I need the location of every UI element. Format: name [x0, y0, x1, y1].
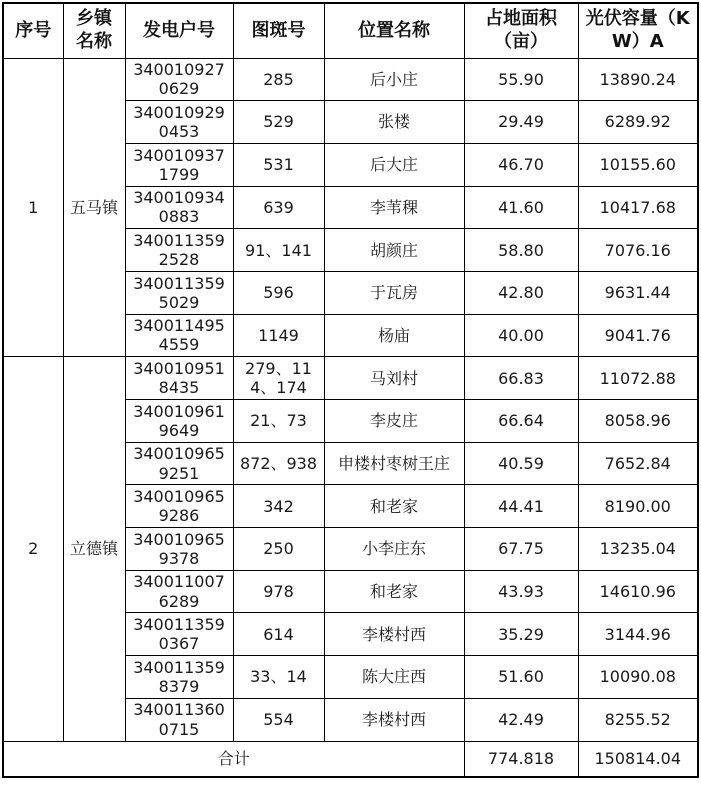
account-cell: 3400109659378: [125, 528, 233, 571]
plot-cell: 279、114、174: [233, 357, 324, 400]
plot-cell: 531: [233, 143, 324, 186]
location-cell: 于瓦房: [324, 271, 464, 314]
capacity-cell: 14610.96: [578, 570, 698, 613]
capacity-cell: 10155.60: [578, 143, 698, 186]
plot-cell: 1149: [233, 314, 324, 357]
account-cell: 3400109659286: [125, 485, 233, 528]
solar-capacity-table: [2, 2, 699, 778]
col-header-account: 发电户号: [125, 3, 233, 58]
capacity-cell: 9631.44: [578, 271, 698, 314]
plot-cell: 91、141: [233, 229, 324, 272]
area-cell: 40.59: [464, 442, 578, 485]
capacity-cell: 10090.08: [578, 656, 698, 699]
capacity-cell: 7652.84: [578, 442, 698, 485]
col-header-location: 位置名称: [324, 3, 464, 58]
location-cell: 和老家: [324, 485, 464, 528]
serial-cell: 1: [3, 58, 63, 357]
account-cell: 3400110076289: [125, 570, 233, 613]
capacity-cell: 8255.52: [578, 698, 698, 741]
area-cell: 42.80: [464, 271, 578, 314]
location-cell: 后大庄: [324, 143, 464, 186]
total-label: 合计: [3, 741, 464, 777]
account-cell: 3400109340883: [125, 186, 233, 229]
area-cell: 58.80: [464, 229, 578, 272]
area-cell: 43.93: [464, 570, 578, 613]
capacity-cell: 11072.88: [578, 357, 698, 400]
capacity-cell: 3144.96: [578, 613, 698, 656]
col-header-serial: 序号: [3, 3, 63, 58]
table-row: [3, 58, 698, 101]
col-header-capacity: 光伏容量（KW）A: [578, 3, 698, 58]
col-header-area: 占地面积（亩）: [464, 3, 578, 58]
area-cell: 66.83: [464, 357, 578, 400]
location-cell: 李皮庄: [324, 400, 464, 443]
location-cell: 和老家: [324, 570, 464, 613]
plot-cell: 21、73: [233, 400, 324, 443]
plot-cell: 872、938: [233, 442, 324, 485]
area-cell: 66.64: [464, 400, 578, 443]
plot-cell: 250: [233, 528, 324, 571]
capacity-cell: 13235.04: [578, 528, 698, 571]
area-cell: 29.49: [464, 101, 578, 144]
capacity-cell: 8058.96: [578, 400, 698, 443]
capacity-cell: 10417.68: [578, 186, 698, 229]
location-cell: 胡颜庄: [324, 229, 464, 272]
area-cell: 51.60: [464, 656, 578, 699]
total-area-cell: 774.818: [464, 741, 578, 777]
area-cell: 35.29: [464, 613, 578, 656]
account-cell: 3400109518435: [125, 357, 233, 400]
area-cell: 41.60: [464, 186, 578, 229]
location-cell: 李楼村西: [324, 613, 464, 656]
plot-cell: 342: [233, 485, 324, 528]
col-header-township: 乡镇名称: [63, 3, 125, 58]
account-cell: 3400113598379: [125, 656, 233, 699]
account-cell: 3400113595029: [125, 271, 233, 314]
location-cell: 后小庄: [324, 58, 464, 101]
total-capacity-cell: 150814.04: [578, 741, 698, 777]
plot-cell: 554: [233, 698, 324, 741]
area-cell: 55.90: [464, 58, 578, 101]
account-cell: 3400114954559: [125, 314, 233, 357]
area-cell: 44.41: [464, 485, 578, 528]
location-cell: 杨庙: [324, 314, 464, 357]
capacity-cell: 8190.00: [578, 485, 698, 528]
area-cell: 46.70: [464, 143, 578, 186]
plot-cell: 978: [233, 570, 324, 613]
capacity-cell: 6289.92: [578, 101, 698, 144]
plot-cell: 596: [233, 271, 324, 314]
plot-cell: 639: [233, 186, 324, 229]
table-body: [3, 58, 698, 741]
area-cell: 40.00: [464, 314, 578, 357]
location-cell: 马刘村: [324, 357, 464, 400]
capacity-cell: 9041.76: [578, 314, 698, 357]
table-row: [3, 357, 698, 400]
header-row: [3, 3, 698, 58]
plot-cell: 529: [233, 101, 324, 144]
location-cell: 张楼: [324, 101, 464, 144]
area-cell: 42.49: [464, 698, 578, 741]
plot-cell: 614: [233, 613, 324, 656]
account-cell: 3400113592528: [125, 229, 233, 272]
account-cell: 3400109270629: [125, 58, 233, 101]
location-cell: 陈大庄西: [324, 656, 464, 699]
account-cell: 3400109659251: [125, 442, 233, 485]
total-row: [3, 741, 698, 777]
capacity-cell: 13890.24: [578, 58, 698, 101]
capacity-cell: 7076.16: [578, 229, 698, 272]
table-header: [3, 3, 698, 58]
account-cell: 3400113590367: [125, 613, 233, 656]
table-footer: [3, 741, 698, 777]
location-cell: 小李庄东: [324, 528, 464, 571]
account-cell: 3400109619649: [125, 400, 233, 443]
location-cell: 申楼村枣树王庄: [324, 442, 464, 485]
col-header-plot: 图斑号: [233, 3, 324, 58]
account-cell: 3400109290453: [125, 101, 233, 144]
location-cell: 李苇稞: [324, 186, 464, 229]
township-cell: 立德镇: [63, 357, 125, 741]
account-cell: 3400113600715: [125, 698, 233, 741]
plot-cell: 285: [233, 58, 324, 101]
township-cell: 五马镇: [63, 58, 125, 357]
area-cell: 67.75: [464, 528, 578, 571]
serial-cell: 2: [3, 357, 63, 741]
location-cell: 李楼村西: [324, 698, 464, 741]
account-cell: 3400109371799: [125, 143, 233, 186]
plot-cell: 33、14: [233, 656, 324, 699]
